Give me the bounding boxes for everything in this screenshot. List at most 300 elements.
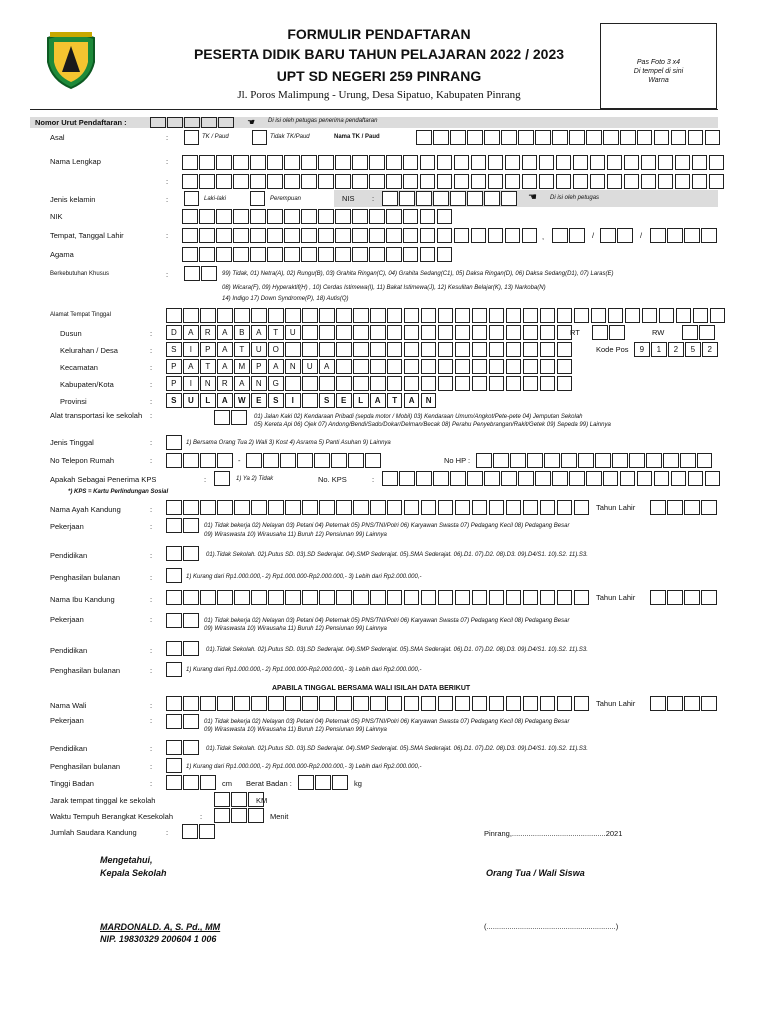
input-cell[interactable] <box>214 792 230 807</box>
input-cell[interactable]: 5 <box>685 342 701 357</box>
input-cell[interactable] <box>166 613 182 628</box>
pendidikan-ayah-cells[interactable] <box>166 546 200 561</box>
input-cell[interactable]: A <box>404 393 420 408</box>
input-cell[interactable] <box>527 453 543 468</box>
input-cell[interactable] <box>336 325 352 340</box>
input-cell[interactable]: A <box>251 325 267 340</box>
input-cell[interactable] <box>336 500 352 515</box>
input-cell[interactable] <box>552 130 568 145</box>
input-cell[interactable] <box>505 228 521 243</box>
input-cell[interactable] <box>251 308 267 323</box>
input-cell[interactable] <box>251 590 267 605</box>
input-cell[interactable] <box>493 453 509 468</box>
input-cell[interactable] <box>182 155 198 170</box>
input-cell[interactable]: E <box>336 393 352 408</box>
agama-cells[interactable] <box>182 247 454 262</box>
input-cell[interactable] <box>370 696 386 711</box>
input-cell[interactable] <box>667 590 683 605</box>
input-cell[interactable]: 1 <box>651 342 667 357</box>
input-cell[interactable] <box>557 308 573 323</box>
input-cell[interactable] <box>467 471 483 486</box>
input-cell[interactable] <box>284 209 300 224</box>
input-cell[interactable]: 2 <box>668 342 684 357</box>
input-cell[interactable] <box>523 308 539 323</box>
kecamatan-cells[interactable] <box>166 359 574 374</box>
input-cell[interactable] <box>335 228 351 243</box>
input-cell[interactable] <box>552 228 568 243</box>
input-cell[interactable] <box>233 155 249 170</box>
input-cell[interactable] <box>387 376 403 391</box>
input-cell[interactable]: M <box>234 359 250 374</box>
input-cell[interactable] <box>263 453 279 468</box>
input-cell[interactable] <box>701 228 717 243</box>
input-cell[interactable] <box>433 130 449 145</box>
input-cell[interactable] <box>540 500 556 515</box>
input-cell[interactable] <box>455 342 471 357</box>
input-cell[interactable] <box>267 209 283 224</box>
input-cell[interactable] <box>166 662 182 677</box>
input-cell[interactable]: A <box>183 325 199 340</box>
input-cell[interactable]: A <box>217 342 233 357</box>
input-cell[interactable] <box>216 155 232 170</box>
input-cell[interactable] <box>234 500 250 515</box>
input-cell[interactable] <box>302 342 318 357</box>
input-cell[interactable] <box>709 155 725 170</box>
penghasilan-ibu-cell[interactable] <box>166 662 183 677</box>
tinggi-cells[interactable] <box>166 775 217 790</box>
input-cell[interactable] <box>183 641 199 656</box>
input-cell[interactable] <box>336 342 352 357</box>
input-cell[interactable] <box>501 191 517 206</box>
input-cell[interactable] <box>437 209 453 224</box>
input-cell[interactable]: N <box>285 359 301 374</box>
input-cell[interactable] <box>353 342 369 357</box>
input-cell[interactable]: U <box>285 325 301 340</box>
input-cell[interactable] <box>183 613 199 628</box>
input-cell[interactable] <box>353 376 369 391</box>
input-cell[interactable] <box>200 308 216 323</box>
input-cell[interactable] <box>705 471 721 486</box>
input-cell[interactable]: N <box>200 376 216 391</box>
input-cell[interactable] <box>684 500 700 515</box>
input-cell[interactable]: T <box>200 359 216 374</box>
input-cell[interactable]: S <box>166 393 182 408</box>
input-cell[interactable] <box>302 308 318 323</box>
nis-cells[interactable] <box>382 191 518 206</box>
input-cell[interactable] <box>540 359 556 374</box>
input-cell[interactable] <box>250 247 266 262</box>
input-cell[interactable] <box>403 228 419 243</box>
telepon-cells[interactable] <box>246 453 382 468</box>
input-cell[interactable] <box>540 308 556 323</box>
registration-number-cell[interactable] <box>167 117 183 128</box>
input-cell[interactable] <box>301 209 317 224</box>
input-cell[interactable] <box>387 590 403 605</box>
input-cell[interactable] <box>403 155 419 170</box>
input-cell[interactable] <box>420 209 436 224</box>
input-cell[interactable] <box>332 775 348 790</box>
rw-cells[interactable] <box>682 325 716 340</box>
input-cell[interactable] <box>348 453 364 468</box>
input-cell[interactable] <box>416 471 432 486</box>
input-cell[interactable] <box>370 308 386 323</box>
input-cell[interactable] <box>284 228 300 243</box>
input-cell[interactable] <box>182 247 198 262</box>
input-cell[interactable] <box>539 155 555 170</box>
input-cell[interactable] <box>403 209 419 224</box>
input-cell[interactable] <box>688 130 704 145</box>
input-cell[interactable] <box>489 325 505 340</box>
input-cell[interactable] <box>216 247 232 262</box>
input-cell[interactable] <box>595 453 611 468</box>
input-cell[interactable] <box>404 376 420 391</box>
input-cell[interactable] <box>684 696 700 711</box>
input-cell[interactable] <box>166 308 182 323</box>
input-cell[interactable] <box>421 376 437 391</box>
input-cell[interactable] <box>302 500 318 515</box>
input-cell[interactable] <box>231 792 247 807</box>
input-cell[interactable] <box>489 500 505 515</box>
input-cell[interactable] <box>540 342 556 357</box>
input-cell[interactable] <box>506 376 522 391</box>
input-cell[interactable]: P <box>166 376 182 391</box>
input-cell[interactable] <box>692 155 708 170</box>
input-cell[interactable] <box>506 500 522 515</box>
waktu-cells[interactable] <box>214 808 265 823</box>
input-cell[interactable] <box>336 376 352 391</box>
input-cell[interactable] <box>318 228 334 243</box>
input-cell[interactable] <box>251 500 267 515</box>
input-cell[interactable] <box>421 500 437 515</box>
input-cell[interactable] <box>199 247 215 262</box>
input-cell[interactable] <box>471 155 487 170</box>
saudara-cells[interactable] <box>182 824 216 839</box>
bulan-cells[interactable] <box>600 228 634 243</box>
tahun-lahir-wali-cells[interactable] <box>650 696 718 711</box>
input-cell[interactable] <box>234 590 250 605</box>
input-cell[interactable] <box>217 696 233 711</box>
input-cell[interactable] <box>166 775 182 790</box>
input-cell[interactable] <box>352 247 368 262</box>
input-cell[interactable] <box>403 174 419 189</box>
input-cell[interactable] <box>455 376 471 391</box>
kabupaten-cells[interactable] <box>166 376 574 391</box>
input-cell[interactable] <box>522 174 538 189</box>
input-cell[interactable] <box>302 590 318 605</box>
nama-ibu-cells[interactable] <box>166 590 591 605</box>
input-cell[interactable] <box>387 342 403 357</box>
input-cell[interactable] <box>404 359 420 374</box>
input-cell[interactable] <box>183 546 199 561</box>
input-cell[interactable] <box>387 359 403 374</box>
input-cell[interactable] <box>556 174 572 189</box>
input-cell[interactable] <box>637 471 653 486</box>
input-cell[interactable] <box>438 359 454 374</box>
input-cell[interactable] <box>183 453 199 468</box>
input-cell[interactable]: U <box>302 359 318 374</box>
hp-cells[interactable] <box>476 453 714 468</box>
input-cell[interactable] <box>399 191 415 206</box>
registration-number-cell[interactable] <box>201 117 217 128</box>
input-cell[interactable] <box>667 228 683 243</box>
input-cell[interactable]: G <box>268 376 284 391</box>
input-cell[interactable] <box>387 308 403 323</box>
input-cell[interactable] <box>319 500 335 515</box>
input-cell[interactable] <box>578 453 594 468</box>
input-cell[interactable] <box>574 308 590 323</box>
input-cell[interactable] <box>573 155 589 170</box>
input-cell[interactable] <box>659 308 675 323</box>
input-cell[interactable] <box>248 808 264 823</box>
input-cell[interactable] <box>586 130 602 145</box>
input-cell[interactable] <box>250 174 266 189</box>
input-cell[interactable] <box>539 174 555 189</box>
input-cell[interactable] <box>561 453 577 468</box>
input-cell[interactable] <box>166 568 182 583</box>
input-cell[interactable] <box>285 308 301 323</box>
input-cell[interactable] <box>663 453 679 468</box>
input-cell[interactable] <box>437 174 453 189</box>
input-cell[interactable] <box>217 308 233 323</box>
input-cell[interactable] <box>285 696 301 711</box>
input-cell[interactable] <box>335 209 351 224</box>
dusun-cells[interactable] <box>166 325 574 340</box>
input-cell[interactable]: P <box>200 342 216 357</box>
input-cell[interactable] <box>352 209 368 224</box>
input-cell[interactable] <box>557 342 573 357</box>
input-cell[interactable] <box>335 155 351 170</box>
input-cell[interactable] <box>183 696 199 711</box>
input-cell[interactable] <box>650 500 666 515</box>
input-cell[interactable] <box>199 824 215 839</box>
input-cell[interactable] <box>438 590 454 605</box>
input-cell[interactable] <box>654 471 670 486</box>
berkebutuhan-cells[interactable] <box>184 266 218 281</box>
input-cell[interactable] <box>438 376 454 391</box>
input-cell[interactable] <box>450 130 466 145</box>
input-cell[interactable] <box>284 155 300 170</box>
input-cell[interactable] <box>506 359 522 374</box>
input-cell[interactable] <box>675 155 691 170</box>
input-cell[interactable] <box>416 130 432 145</box>
penghasilan-ayah-cell[interactable] <box>166 568 183 583</box>
registration-number-cell[interactable] <box>150 117 166 128</box>
input-cell[interactable]: S <box>268 393 284 408</box>
input-cell[interactable] <box>472 590 488 605</box>
input-cell[interactable] <box>421 359 437 374</box>
input-cell[interactable] <box>301 155 317 170</box>
input-cell[interactable] <box>612 453 628 468</box>
pekerjaan-ayah-cells[interactable] <box>166 518 200 533</box>
input-cell[interactable]: S <box>166 342 182 357</box>
input-cell[interactable] <box>523 376 539 391</box>
input-cell[interactable] <box>421 590 437 605</box>
input-cell[interactable] <box>183 714 199 729</box>
input-cell[interactable] <box>592 325 608 340</box>
pekerjaan-wali-cells[interactable] <box>166 714 200 729</box>
input-cell[interactable] <box>472 308 488 323</box>
input-cell[interactable] <box>314 453 330 468</box>
input-cell[interactable] <box>200 453 216 468</box>
input-cell[interactable] <box>370 500 386 515</box>
input-cell[interactable] <box>382 191 398 206</box>
input-cell[interactable]: P <box>166 359 182 374</box>
input-cell[interactable] <box>369 155 385 170</box>
input-cell[interactable] <box>352 228 368 243</box>
input-cell[interactable] <box>318 174 334 189</box>
input-cell[interactable] <box>688 471 704 486</box>
input-cell[interactable]: U <box>183 393 199 408</box>
input-cell[interactable] <box>540 325 556 340</box>
input-cell[interactable] <box>301 174 317 189</box>
input-cell[interactable] <box>693 308 709 323</box>
input-cell[interactable] <box>231 410 247 425</box>
nama-lengkap-cells-2[interactable] <box>182 174 726 189</box>
registration-number-cell[interactable] <box>218 117 234 128</box>
input-cell[interactable] <box>438 500 454 515</box>
input-cell[interactable] <box>591 308 607 323</box>
input-cell[interactable]: S <box>319 393 335 408</box>
input-cell[interactable] <box>505 155 521 170</box>
input-cell[interactable] <box>518 471 534 486</box>
input-cell[interactable] <box>214 471 230 486</box>
input-cell[interactable] <box>369 247 385 262</box>
input-cell[interactable] <box>386 174 402 189</box>
input-cell[interactable]: P <box>251 359 267 374</box>
input-cell[interactable]: A <box>217 359 233 374</box>
input-cell[interactable] <box>646 453 662 468</box>
rt-cells[interactable] <box>592 325 626 340</box>
input-cell[interactable] <box>353 590 369 605</box>
input-cell[interactable] <box>319 376 335 391</box>
input-cell[interactable] <box>454 174 470 189</box>
input-cell[interactable] <box>318 209 334 224</box>
input-cell[interactable] <box>600 228 616 243</box>
input-cell[interactable] <box>603 130 619 145</box>
input-cell[interactable] <box>573 174 589 189</box>
input-cell[interactable] <box>454 228 470 243</box>
kps-cell[interactable] <box>214 471 231 486</box>
input-cell[interactable] <box>369 228 385 243</box>
input-cell[interactable] <box>620 471 636 486</box>
input-cell[interactable] <box>318 247 334 262</box>
input-cell[interactable] <box>629 453 645 468</box>
input-cell[interactable] <box>642 308 658 323</box>
input-cell[interactable] <box>437 228 453 243</box>
input-cell[interactable] <box>166 758 182 773</box>
input-cell[interactable] <box>471 228 487 243</box>
input-cell[interactable] <box>200 500 216 515</box>
input-cell[interactable] <box>216 174 232 189</box>
input-cell[interactable] <box>488 174 504 189</box>
input-cell[interactable] <box>199 209 215 224</box>
tk-paud-checkbox[interactable] <box>184 130 199 145</box>
transportasi-cells[interactable] <box>214 410 248 425</box>
input-cell[interactable] <box>250 209 266 224</box>
input-cell[interactable] <box>217 500 233 515</box>
input-cell[interactable] <box>574 590 590 605</box>
input-cell[interactable] <box>335 247 351 262</box>
input-cell[interactable] <box>697 453 713 468</box>
input-cell[interactable] <box>233 228 249 243</box>
input-cell[interactable] <box>166 546 182 561</box>
input-cell[interactable] <box>285 500 301 515</box>
input-cell[interactable]: T <box>387 393 403 408</box>
input-cell[interactable] <box>403 247 419 262</box>
input-cell[interactable] <box>620 130 636 145</box>
input-cell[interactable] <box>280 453 296 468</box>
no-kps-cells[interactable] <box>382 471 722 486</box>
input-cell[interactable] <box>455 500 471 515</box>
input-cell[interactable]: T <box>234 342 250 357</box>
input-cell[interactable] <box>216 228 232 243</box>
input-cell[interactable] <box>450 471 466 486</box>
input-cell[interactable] <box>369 174 385 189</box>
input-cell[interactable] <box>285 590 301 605</box>
input-cell[interactable] <box>472 342 488 357</box>
input-cell[interactable] <box>624 174 640 189</box>
input-cell[interactable] <box>214 808 230 823</box>
input-cell[interactable] <box>557 590 573 605</box>
input-cell[interactable] <box>556 155 572 170</box>
input-cell[interactable] <box>387 325 403 340</box>
input-cell[interactable] <box>701 500 717 515</box>
input-cell[interactable]: R <box>217 376 233 391</box>
input-cell[interactable] <box>404 696 420 711</box>
input-cell[interactable] <box>484 130 500 145</box>
input-cell[interactable] <box>501 130 517 145</box>
input-cell[interactable] <box>302 393 318 408</box>
input-cell[interactable] <box>352 155 368 170</box>
input-cell[interactable] <box>590 174 606 189</box>
input-cell[interactable] <box>684 228 700 243</box>
input-cell[interactable] <box>285 376 301 391</box>
input-cell[interactable] <box>370 376 386 391</box>
input-cell[interactable] <box>182 824 198 839</box>
input-cell[interactable] <box>183 500 199 515</box>
input-cell[interactable] <box>386 155 402 170</box>
input-cell[interactable] <box>455 308 471 323</box>
input-cell[interactable] <box>675 174 691 189</box>
input-cell[interactable] <box>234 308 250 323</box>
input-cell[interactable] <box>437 155 453 170</box>
input-cell[interactable] <box>166 590 182 605</box>
input-cell[interactable] <box>471 174 487 189</box>
input-cell[interactable] <box>454 155 470 170</box>
provinsi-cells[interactable] <box>166 393 438 408</box>
input-cell[interactable] <box>484 191 500 206</box>
input-cell[interactable] <box>710 308 726 323</box>
input-cell[interactable] <box>201 266 217 281</box>
input-cell[interactable] <box>603 471 619 486</box>
input-cell[interactable] <box>404 325 420 340</box>
input-cell[interactable] <box>523 590 539 605</box>
input-cell[interactable] <box>365 453 381 468</box>
input-cell[interactable] <box>404 308 420 323</box>
input-cell[interactable] <box>353 500 369 515</box>
input-cell[interactable] <box>489 696 505 711</box>
input-cell[interactable] <box>501 471 517 486</box>
input-cell[interactable] <box>302 376 318 391</box>
input-cell[interactable] <box>182 174 198 189</box>
input-cell[interactable] <box>701 590 717 605</box>
input-cell[interactable]: A <box>183 359 199 374</box>
input-cell[interactable] <box>233 209 249 224</box>
input-cell[interactable] <box>336 359 352 374</box>
input-cell[interactable] <box>298 775 314 790</box>
input-cell[interactable]: A <box>268 359 284 374</box>
input-cell[interactable] <box>301 228 317 243</box>
